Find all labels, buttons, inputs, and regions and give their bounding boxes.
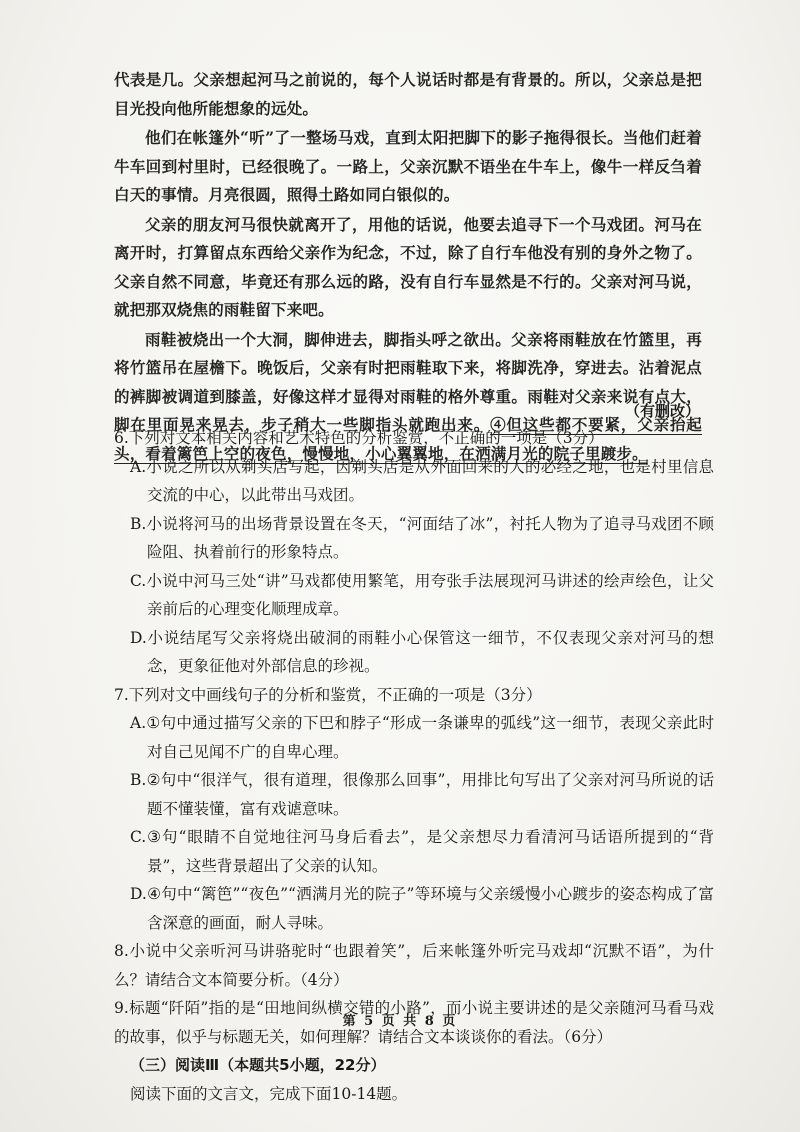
section-heading: （三）阅读Ⅲ（本题共5小题，22分） bbox=[130, 1056, 386, 1074]
option-c: C.③句“眼睛不自觉地往河马身后看去”，是父亲想尽力看清河马话语所提到的“背景”，这些背景超出了父亲的认知。 bbox=[130, 828, 714, 875]
question-stem: 8.小说中父亲听河马讲骆驼时“也跟着笑”，后来帐篷外听完马戏却“沉默不语”，为什么？请结合文本简要分析。（4分） bbox=[114, 942, 714, 989]
question-6 bbox=[114, 424, 714, 681]
page-number: 第 5 页 共 8 页 bbox=[342, 1014, 458, 1029]
question-stem: 9.标题“阡陌”指的是“田地间纵横交错的小路”，而小说主要讲述的是父亲随河马看马戏的故事，似乎与标题无关，如何理解？请结合文本谈谈你的看法。（6分） bbox=[114, 999, 714, 1046]
option-d: D.小说结尾写父亲将烧出破洞的雨鞋小心保管这一细节，不仅表现父亲对河马的想念，更象征他对外部信息的珍视。 bbox=[130, 628, 714, 675]
question-stem: 7.下列对文中画线句子的分析和鉴赏，不正确的一项是（3分） bbox=[114, 685, 542, 704]
option-b: B.小说将河马的出场背景设置在冬天，“河面结了冰”，衬托人物为了追寻马戏团不顾险阻、执着前行的形象特点。 bbox=[130, 514, 714, 561]
question-list bbox=[114, 424, 714, 1108]
option-a: A.①句中通过描写父亲的下巴和脖子“形成一条谦卑的弧线”这一细节，表现父亲此时对自己见闻不广的自卑心理。 bbox=[130, 714, 714, 761]
underlined-sentence-4: ④但这些都不要紧，父亲抬起头，看着篱笆上空的夜色，慢慢地，小心翼翼地，在洒满月光的院子里踱步。 bbox=[114, 415, 702, 463]
question-stem: 6.下列对文本相关内容和艺术特色的分析鉴赏，不正确的一项是（3分） bbox=[114, 429, 604, 447]
option-c: C.小说中河马三处“讲”马戏都使用繁笔，用夸张手法展现河马讲述的绘声绘色，让父亲前后的心理变化顺理成章。 bbox=[130, 571, 714, 618]
option-a: A.小说之所以从剃头店写起，因剃头店是从外面回来的人的必经之地，也是村里信息交流的中心，以此带出马戏团。 bbox=[130, 457, 714, 504]
source-note: （有删改） bbox=[624, 402, 700, 420]
passage-paragraph-2: 他们在帐篷外“听”了一整场马戏，直到太阳把脚下的影子拖得很长。当他们赶着牛车回到村里时，已经很晚了。一路上，父亲沉默不语坐在牛车上，像牛一样反刍着白天的事情。月亮很圆，照得土路如同白银似的。 bbox=[114, 128, 702, 204]
option-b: B.②句中“很洋气，很有道理，很像那么回事”，用排比句写出了父亲对河马所说的话题不懂装懂，富有戏谑意味。 bbox=[130, 771, 714, 818]
passage-paragraph-3: 父亲的朋友河马很快就离开了，用他的话说，他要去追寻下一个马戏团。河马在离开时，打算留点东西给父亲作为纪念，不过，除了自行车他没有别的身外之物了。父亲自然不同意，毕竟还有那么远的路，没有自行车显然是不行的。父亲对河马说，就把那双烧焦的雨鞋留下来吧。 bbox=[114, 214, 702, 319]
question-7 bbox=[114, 681, 714, 938]
passage-paragraph-1: 代表是几。父亲想起河马之前说的，每个人说话时都是有背景的。所以，父亲总是把目光投向他所能想象的远处。 bbox=[114, 70, 702, 118]
question-8 bbox=[114, 937, 714, 994]
passage-paragraph-4-text: 雨鞋被烧出一个大洞，脚伸进去，脚指头呼之欲出。父亲将雨鞋放在竹篮里，再将竹篮吊在屋檐下。晚饭后，父亲有时把雨鞋取下来，将脚洗净，穿进去。沾着泥点的裤脚被调道到膝盖，好像这样才显得对雨鞋的格外尊重。雨鞋对父亲来说有点大，脚在里面晃来晃去，步子稍大一些脚指头就跑出来。 bbox=[114, 329, 702, 434]
section-instruction: 阅读下面的文言文，完成下面10-14题。 bbox=[130, 1084, 408, 1103]
reading-passage bbox=[114, 66, 702, 469]
option-d: D.④句中“篱笆”“夜色”“洒满月光的院子”等环境与父亲缓慢小心踱步的姿态构成了富含深意的画面，耐人寻味。 bbox=[130, 885, 714, 932]
